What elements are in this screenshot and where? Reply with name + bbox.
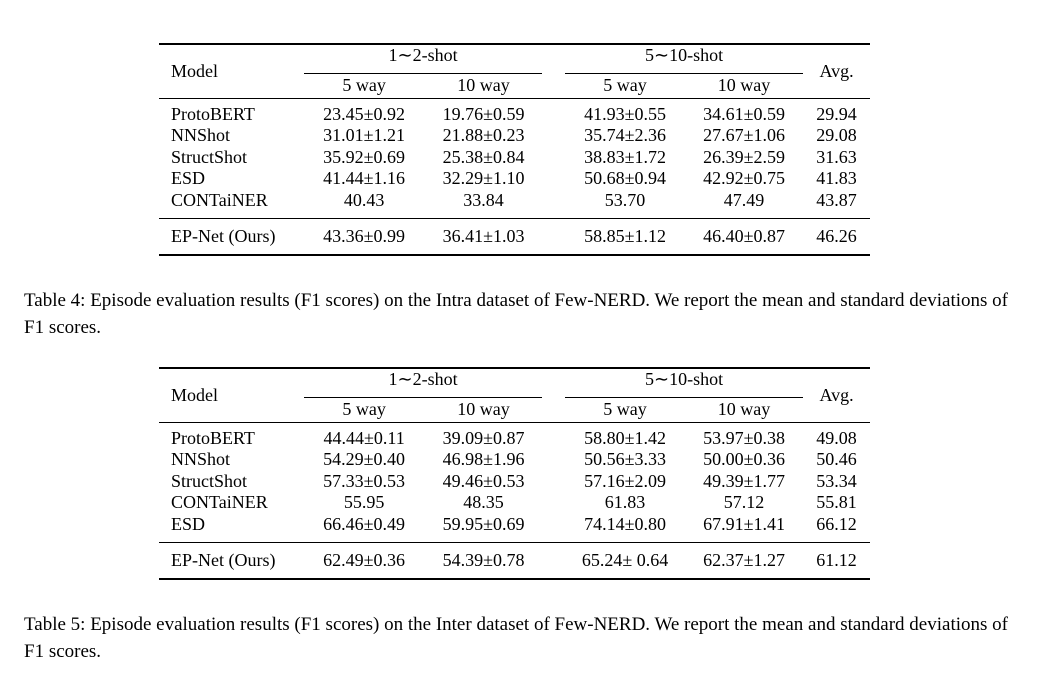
avg-cell: 49.08 xyxy=(803,422,870,449)
score-cell: 42.92±0.75 xyxy=(703,168,785,188)
table-row xyxy=(159,190,870,219)
header-sub: 10 way xyxy=(457,398,510,419)
score-cell: 32.29±1.10 xyxy=(442,168,525,188)
model-name-cell: EP-Net (Ours) xyxy=(159,219,304,255)
avg-cell: 53.34 xyxy=(816,470,857,491)
score-cell: 44.44±0.11 xyxy=(304,422,425,449)
score-cell: 46.98±1.96 xyxy=(442,449,525,469)
model-name-cell: ESD xyxy=(171,513,206,534)
avg-cell: 50.46 xyxy=(816,449,857,469)
header-sub: 5 way xyxy=(342,74,386,95)
spacer-cell xyxy=(543,471,566,493)
header-group-5-10-shot: 5∼10-shot xyxy=(565,369,803,398)
score-cell: 53.70 xyxy=(604,189,646,210)
score-cell: 39.09±0.87 xyxy=(425,422,543,449)
header-group-1-2-shot: 1∼2-shot xyxy=(304,45,542,74)
score-cell: 27.67±1.06 xyxy=(703,125,785,145)
score-cell: 49.39±1.77 xyxy=(703,470,785,491)
header-sub: 10 way xyxy=(457,74,510,95)
avg-cell: 66.12 xyxy=(816,513,857,534)
table-4 xyxy=(159,43,870,256)
header-group-5-10-shot: 5∼10-shot xyxy=(565,45,803,74)
score-cell: 59.95±0.69 xyxy=(442,513,525,534)
score-cell: 19.76±0.59 xyxy=(425,98,543,125)
model-name-cell: StructShot xyxy=(171,470,248,491)
model-name-cell: ProtoBERT xyxy=(159,422,304,449)
avg-cell: 31.63 xyxy=(816,146,857,167)
avg-cell: 41.83 xyxy=(816,168,857,188)
header-avg: Avg. xyxy=(803,44,870,98)
score-cell: 35.92±0.69 xyxy=(323,146,406,167)
table-row xyxy=(159,147,870,169)
spacer-cell xyxy=(543,125,566,147)
spacer-cell xyxy=(543,514,566,543)
spacer-cell xyxy=(543,449,566,471)
table-row xyxy=(159,471,870,493)
header-group-1-2-shot: 1∼2-shot xyxy=(304,369,542,398)
score-cell: 54.39±0.78 xyxy=(425,543,543,579)
score-cell: 55.95 xyxy=(343,492,385,512)
table-5-caption: Table 5: Episode evaluation results (F1 scores) on the Inter dataset of Few-NERD. We report the mean and standard deviations of F1 scores. xyxy=(24,614,1008,662)
spacer-cell xyxy=(543,98,566,125)
spacer-cell xyxy=(543,190,566,219)
model-name-cell: EP-Net (Ours) xyxy=(159,543,304,579)
table-4-grid xyxy=(159,43,870,256)
avg-cell: 29.94 xyxy=(803,98,870,125)
score-cell: 50.00±0.36 xyxy=(703,449,785,469)
score-cell: 41.93±0.55 xyxy=(565,98,685,125)
score-cell: 47.49 xyxy=(723,189,765,210)
score-cell: 26.39±2.59 xyxy=(703,146,785,167)
score-cell: 48.35 xyxy=(463,492,504,512)
table-row xyxy=(159,449,870,471)
score-cell: 53.97±0.38 xyxy=(685,422,803,449)
model-name-cell: CONTaiNER xyxy=(171,492,268,512)
table-5 xyxy=(159,367,870,580)
table-row xyxy=(159,492,870,514)
header-avg: Avg. xyxy=(803,368,870,422)
score-cell: 46.40±0.87 xyxy=(685,219,803,255)
score-cell: 43.36±0.99 xyxy=(304,219,425,255)
avg-cell: 61.12 xyxy=(803,543,870,579)
score-cell: 57.12 xyxy=(723,492,765,512)
model-name-cell: CONTaiNER xyxy=(171,189,268,210)
score-cell: 62.37±1.27 xyxy=(685,543,803,579)
score-cell: 49.46±0.53 xyxy=(442,470,525,491)
score-cell: 23.45±0.92 xyxy=(304,98,425,125)
score-cell: 58.85±1.12 xyxy=(565,219,685,255)
avg-cell: 46.26 xyxy=(803,219,870,255)
score-cell: 61.83 xyxy=(604,492,646,512)
table-4-caption: Table 4: Episode evaluation results (F1 scores) on the Intra dataset of Few-NERD. We report the mean and standard deviations of F1 scores. xyxy=(24,290,1008,338)
score-cell: 40.43 xyxy=(343,189,385,210)
score-cell: 36.41±1.03 xyxy=(425,219,543,255)
header-sub: 5 way xyxy=(603,74,647,95)
score-cell: 25.38±0.84 xyxy=(442,146,525,167)
model-name-cell: ESD xyxy=(171,168,206,188)
score-cell: 58.80±1.42 xyxy=(565,422,685,449)
header-sub: 10 way xyxy=(717,398,771,419)
header-sub: 10 way xyxy=(717,74,771,95)
score-cell: 31.01±1.21 xyxy=(323,125,406,145)
header-model: Model xyxy=(159,368,304,422)
spacer-cell xyxy=(543,147,566,169)
header-sub: 5 way xyxy=(342,398,386,419)
score-cell: 35.74±2.36 xyxy=(584,125,666,145)
header-model: Model xyxy=(159,44,304,98)
spacer-cell xyxy=(543,543,566,579)
score-cell: 62.49±0.36 xyxy=(304,543,425,579)
score-cell: 33.84 xyxy=(463,189,504,210)
score-cell: 57.16±2.09 xyxy=(584,470,666,491)
table-row xyxy=(159,219,870,255)
spacer-cell xyxy=(543,422,566,449)
model-name-cell: StructShot xyxy=(171,146,248,167)
avg-cell: 29.08 xyxy=(816,125,857,145)
spacer-cell xyxy=(543,492,566,514)
score-cell: 38.83±1.72 xyxy=(584,146,666,167)
score-cell: 21.88±0.23 xyxy=(442,125,525,145)
table-5-grid xyxy=(159,367,870,580)
score-cell: 66.46±0.49 xyxy=(323,513,406,534)
table-row xyxy=(159,98,870,125)
score-cell: 34.61±0.59 xyxy=(685,98,803,125)
spacer-cell xyxy=(543,219,566,255)
score-cell: 54.29±0.40 xyxy=(323,449,406,469)
table-row xyxy=(159,125,870,147)
score-cell: 41.44±1.16 xyxy=(323,168,406,188)
header-sub: 5 way xyxy=(603,398,647,419)
avg-cell: 55.81 xyxy=(816,492,857,512)
avg-cell: 43.87 xyxy=(816,189,857,210)
score-cell: 65.24± 0.64 xyxy=(565,543,685,579)
model-name-cell: NNShot xyxy=(171,125,231,145)
spacer-cell xyxy=(543,168,566,190)
score-cell: 67.91±1.41 xyxy=(703,513,785,534)
score-cell: 57.33±0.53 xyxy=(323,470,406,491)
table-row xyxy=(159,543,870,579)
score-cell: 74.14±0.80 xyxy=(584,513,666,534)
model-name-cell: NNShot xyxy=(171,449,231,469)
table-row xyxy=(159,514,870,543)
table-row xyxy=(159,168,870,190)
table-row xyxy=(159,422,870,449)
score-cell: 50.68±0.94 xyxy=(584,168,666,188)
score-cell: 50.56±3.33 xyxy=(584,449,666,469)
model-name-cell: ProtoBERT xyxy=(159,98,304,125)
